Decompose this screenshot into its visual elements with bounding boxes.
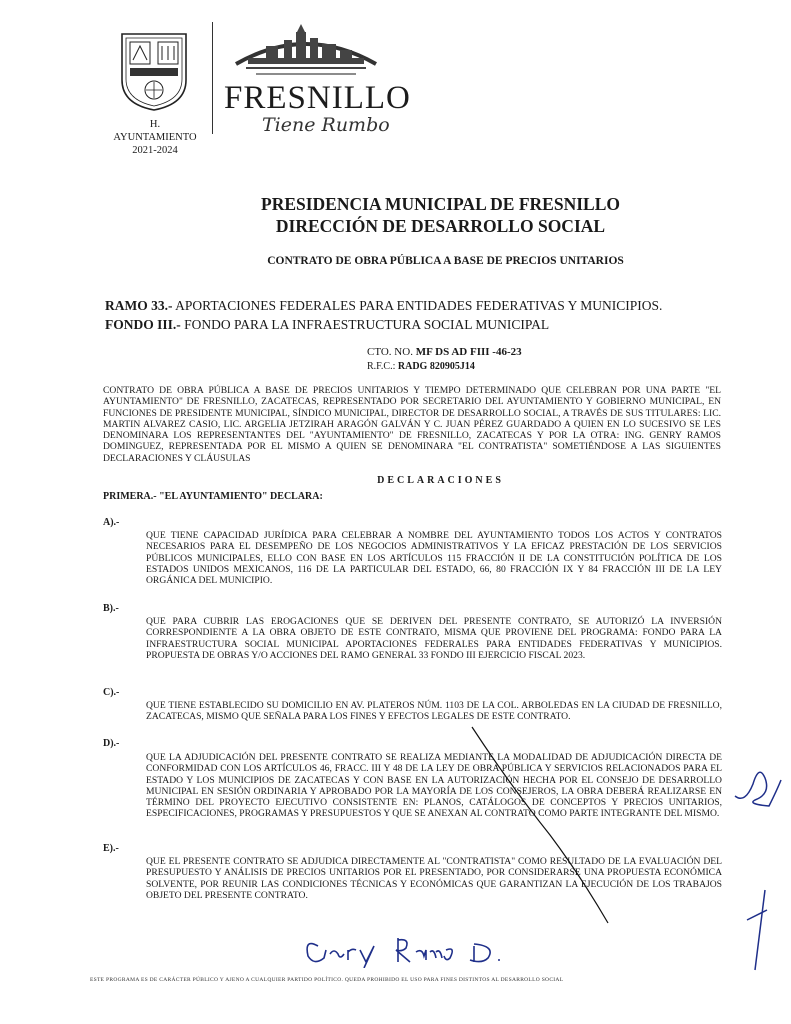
clause-a-text: QUE TIENE CAPACIDAD JURÍDICA PARA CELEBRAR A NOMBRE DEL AYUNTAMIENTO TODOS LOS ACTOS Y CONTRATOS NECESARIOS PARA EL DESEMPEÑO DE LOS NEGOCIOS ADMINISTRATIVOS Y LA EFICAZ PRESTACIÓN DE LOS SERVICIOS PÚBLICOS MUNICIPALES, ELLO CON BASE EN LOS ARTÍCULOS 115 FRACCIÓN II DE LA CONSTITUCIÓN POLÍTICA DE LOS ESTADOS UNIDOS MEXICANOS, 116 DE LA PARTICULAR DEL ESTADO, 66, 80 FRACCIÓN IX Y 84 FRACCIÓN III DE LA LEY ORGÁNICA DEL MUNICIPIO. bbox=[146, 530, 722, 587]
council-label bbox=[110, 118, 200, 157]
clause-c-text: QUE TIENE ESTABLECIDO SU DOMICILIO EN AV. PLATEROS NÚM. 1103 DE LA COL. ARBOLEDAS EN LA CIUDAD DE FRESNILLO, ZACATECAS, MISMO QUE SEÑALA PARA LOS FINES Y EFECTOS LEGALES DE ESTE CONTRATO. bbox=[146, 700, 722, 723]
clause-c-label: C).- bbox=[103, 687, 120, 698]
ramo-line bbox=[105, 298, 662, 314]
fondo-text: FONDO PARA LA INFRAESTRUCTURA SOCIAL MUNICIPAL bbox=[180, 317, 550, 332]
council-name: H. AYUNTAMIENTO bbox=[113, 119, 197, 143]
clause-e-text: QUE EL PRESENTE CONTRATO SE ADJUDICA DIRECTAMENTE AL "CONTRATISTA" COMO RESULTADO DE LA EVALUACIÓN DEL PRESUPUESTO Y ANÁLISIS DE PRECIOS UNITARIOS POR EL PRESENTADO, POR CONSIDERARSE UNA PROPUESTA ECONÓMICA SOLVENTE, POR REUNIR LAS CONDICIONES TÉCNICAS Y ECONÓMICAS QUE GARANTIZAN LA EJECUCIÓN DE LOS TRABAJOS OBJETO DEL PRESENTE CONTRATO. bbox=[146, 856, 722, 901]
fondo-line bbox=[105, 317, 549, 333]
header-divider bbox=[212, 22, 213, 134]
page-title: PRESIDENCIA MUNICIPAL DE FRESNILLO bbox=[261, 194, 620, 214]
rfc-label: R.F.C.: bbox=[367, 361, 396, 372]
fondo-label: FONDO III.- bbox=[105, 317, 181, 332]
ramo-label: RAMO 33.- bbox=[105, 298, 173, 313]
clause-d-label: D).- bbox=[103, 738, 120, 749]
clause-e-label: E).- bbox=[103, 843, 119, 854]
brand-name: FRESNILLO bbox=[224, 80, 411, 116]
council-years: 2021-2024 bbox=[132, 145, 178, 156]
rfc-value: RADG 820905J14 bbox=[395, 361, 475, 372]
contractor-signature bbox=[300, 928, 520, 968]
municipal-seal bbox=[118, 30, 190, 112]
clause-d-text: QUE LA ADJUDICACIÓN DEL PRESENTE CONTRATO SE REALIZA MEDIANTE LA MODALIDAD DE ADJUDICACIÓN DIRECTA DE CONFORMIDAD CON LOS ARTÍCULOS 46, FRACC. III Y 48 DE LA LEY DE OBRA PÚBLICA Y SERVICIOS RELACIONADOS PARA EL ESTADO Y LOS MUNICIPIOS DE ZACATECAS Y CON BASE EN LA AUTORIZACIÓN HECHA POR EL CONSEJO DE DESARROLLO MUNICIPAL EN SESIÓN ORDINARIA Y APROBADO POR LA MAYORÍA DE LOS CONSEJEROS, LA OBRA DEBERÁ REALIZARSE EN TÉRMINO DEL PROYECTO EJECUTIVO CONSISTENTE EN: PLANOS, CATÁLOGOS DE CONCEPTOS Y PRECIOS UNITARIOS, ESPECIFICACIONES, PROGRAMAS Y PRESUPUESTOS Y QUE SE ANEXAN AL CONTRATO COMO PARTE INTEGRANTE DEL MISMO. bbox=[146, 752, 722, 820]
page-subtitle: DIRECCIÓN DE DESARROLLO SOCIAL bbox=[275, 216, 606, 236]
clause-b-label: B).- bbox=[103, 603, 119, 614]
margin-initials bbox=[725, 760, 785, 1010]
brand-tagline: Tiene Rumbo bbox=[262, 114, 390, 136]
contract-type-heading: CONTRATO DE OBRA PÚBLICA A BASE DE PRECIOS UNITARIOS bbox=[267, 255, 624, 267]
city-skyline-logo bbox=[226, 22, 386, 84]
intro-paragraph: CONTRATO DE OBRA PÚBLICA A BASE DE PRECIOS UNITARIOS Y TIEMPO DETERMINADO QUE CELEBRAN POR UNA PARTE "EL AYUNTAMIENTO" DE FRESNILLO, ZACATECAS, REPRESENTADO POR SECRETARIO DEL AYUNTAMIENTO Y GOBIERNO MUNICIPAL, EN FUNCIONES DE PRESIDENTE MUNICIPAL, SÍNDICO MUNICIPAL, DIRECTOR DE DESARROLLO SOCIAL, A TRAVÉS DE SUS TITULARES: LIC. MARTIN ALVAREZ CASIO, LIC. ARGELIA JETZIRAH ARAGÓN GALVÁN Y C. JUAN PÉREZ GUARDADO A QUIEN EN LO SUCESIVO SE LES DENOMINARA LOS REPRESENTANTES DEL "AYUNTAMIENTO" DE FRESNILLO, ZACATECAS Y POR LA OTRA: ING. GENRY RAMOS DOMINGUEZ, REPRESENTADA POR EL MISMO A QUIEN SE DENOMINARA "EL CONTRATISTA" SOMETIÉNDOSE A LAS SIGUIENTES DECLARACIONES Y CLÁUSULAS bbox=[103, 385, 721, 464]
handwritten-stroke bbox=[470, 725, 610, 925]
cto-label: CTO. NO. bbox=[367, 346, 413, 358]
declarations-heading: DECLARACIONES bbox=[377, 475, 504, 486]
cto-value: MF DS AD FIII -46-23 bbox=[412, 346, 522, 358]
rfc-line bbox=[367, 361, 475, 372]
clause-b-text: QUE PARA CUBRIR LAS EROGACIONES QUE SE DERIVEN DEL PRESENTE CONTRATO, SE AUTORIZÓ LA INVERSIÓN CORRESPONDIENTE A LA OBRA OBJETO DE ESTE CONTRATO, MISMA QUE PROVIENE DEL PROGRAMA: FONDO PARA LA INFRAESTRUCTURA SOCIAL MUNICIPAL APORTACIONES FEDERALES PARA ENTIDADES FEDERATIVAS Y MUNICIPIOS. PROPUESTA DE OBRAS Y/O ACCIONES DEL RAMO GENERAL 33 FONDO III EJERCICIO FISCAL 2023. bbox=[146, 616, 722, 661]
ramo-text: APORTACIONES FEDERALES PARA ENTIDADES FEDERATIVAS Y MUNICIPIOS. bbox=[172, 298, 663, 313]
contract-number bbox=[367, 346, 522, 358]
clause-a-label: A).- bbox=[103, 517, 120, 528]
first-declaration-heading: PRIMERA.- "EL AYUNTAMIENTO" DECLARA: bbox=[103, 491, 323, 502]
footer-disclaimer: ESTE PROGRAMA ES DE CARÁCTER PÚBLICO Y AJENO A CUALQUIER PARTIDO POLÍTICO. QUEDA PROHIBIDO EL USO PARA FINES DISTINTOS AL DESARROLLO SOCIAL bbox=[90, 977, 564, 983]
